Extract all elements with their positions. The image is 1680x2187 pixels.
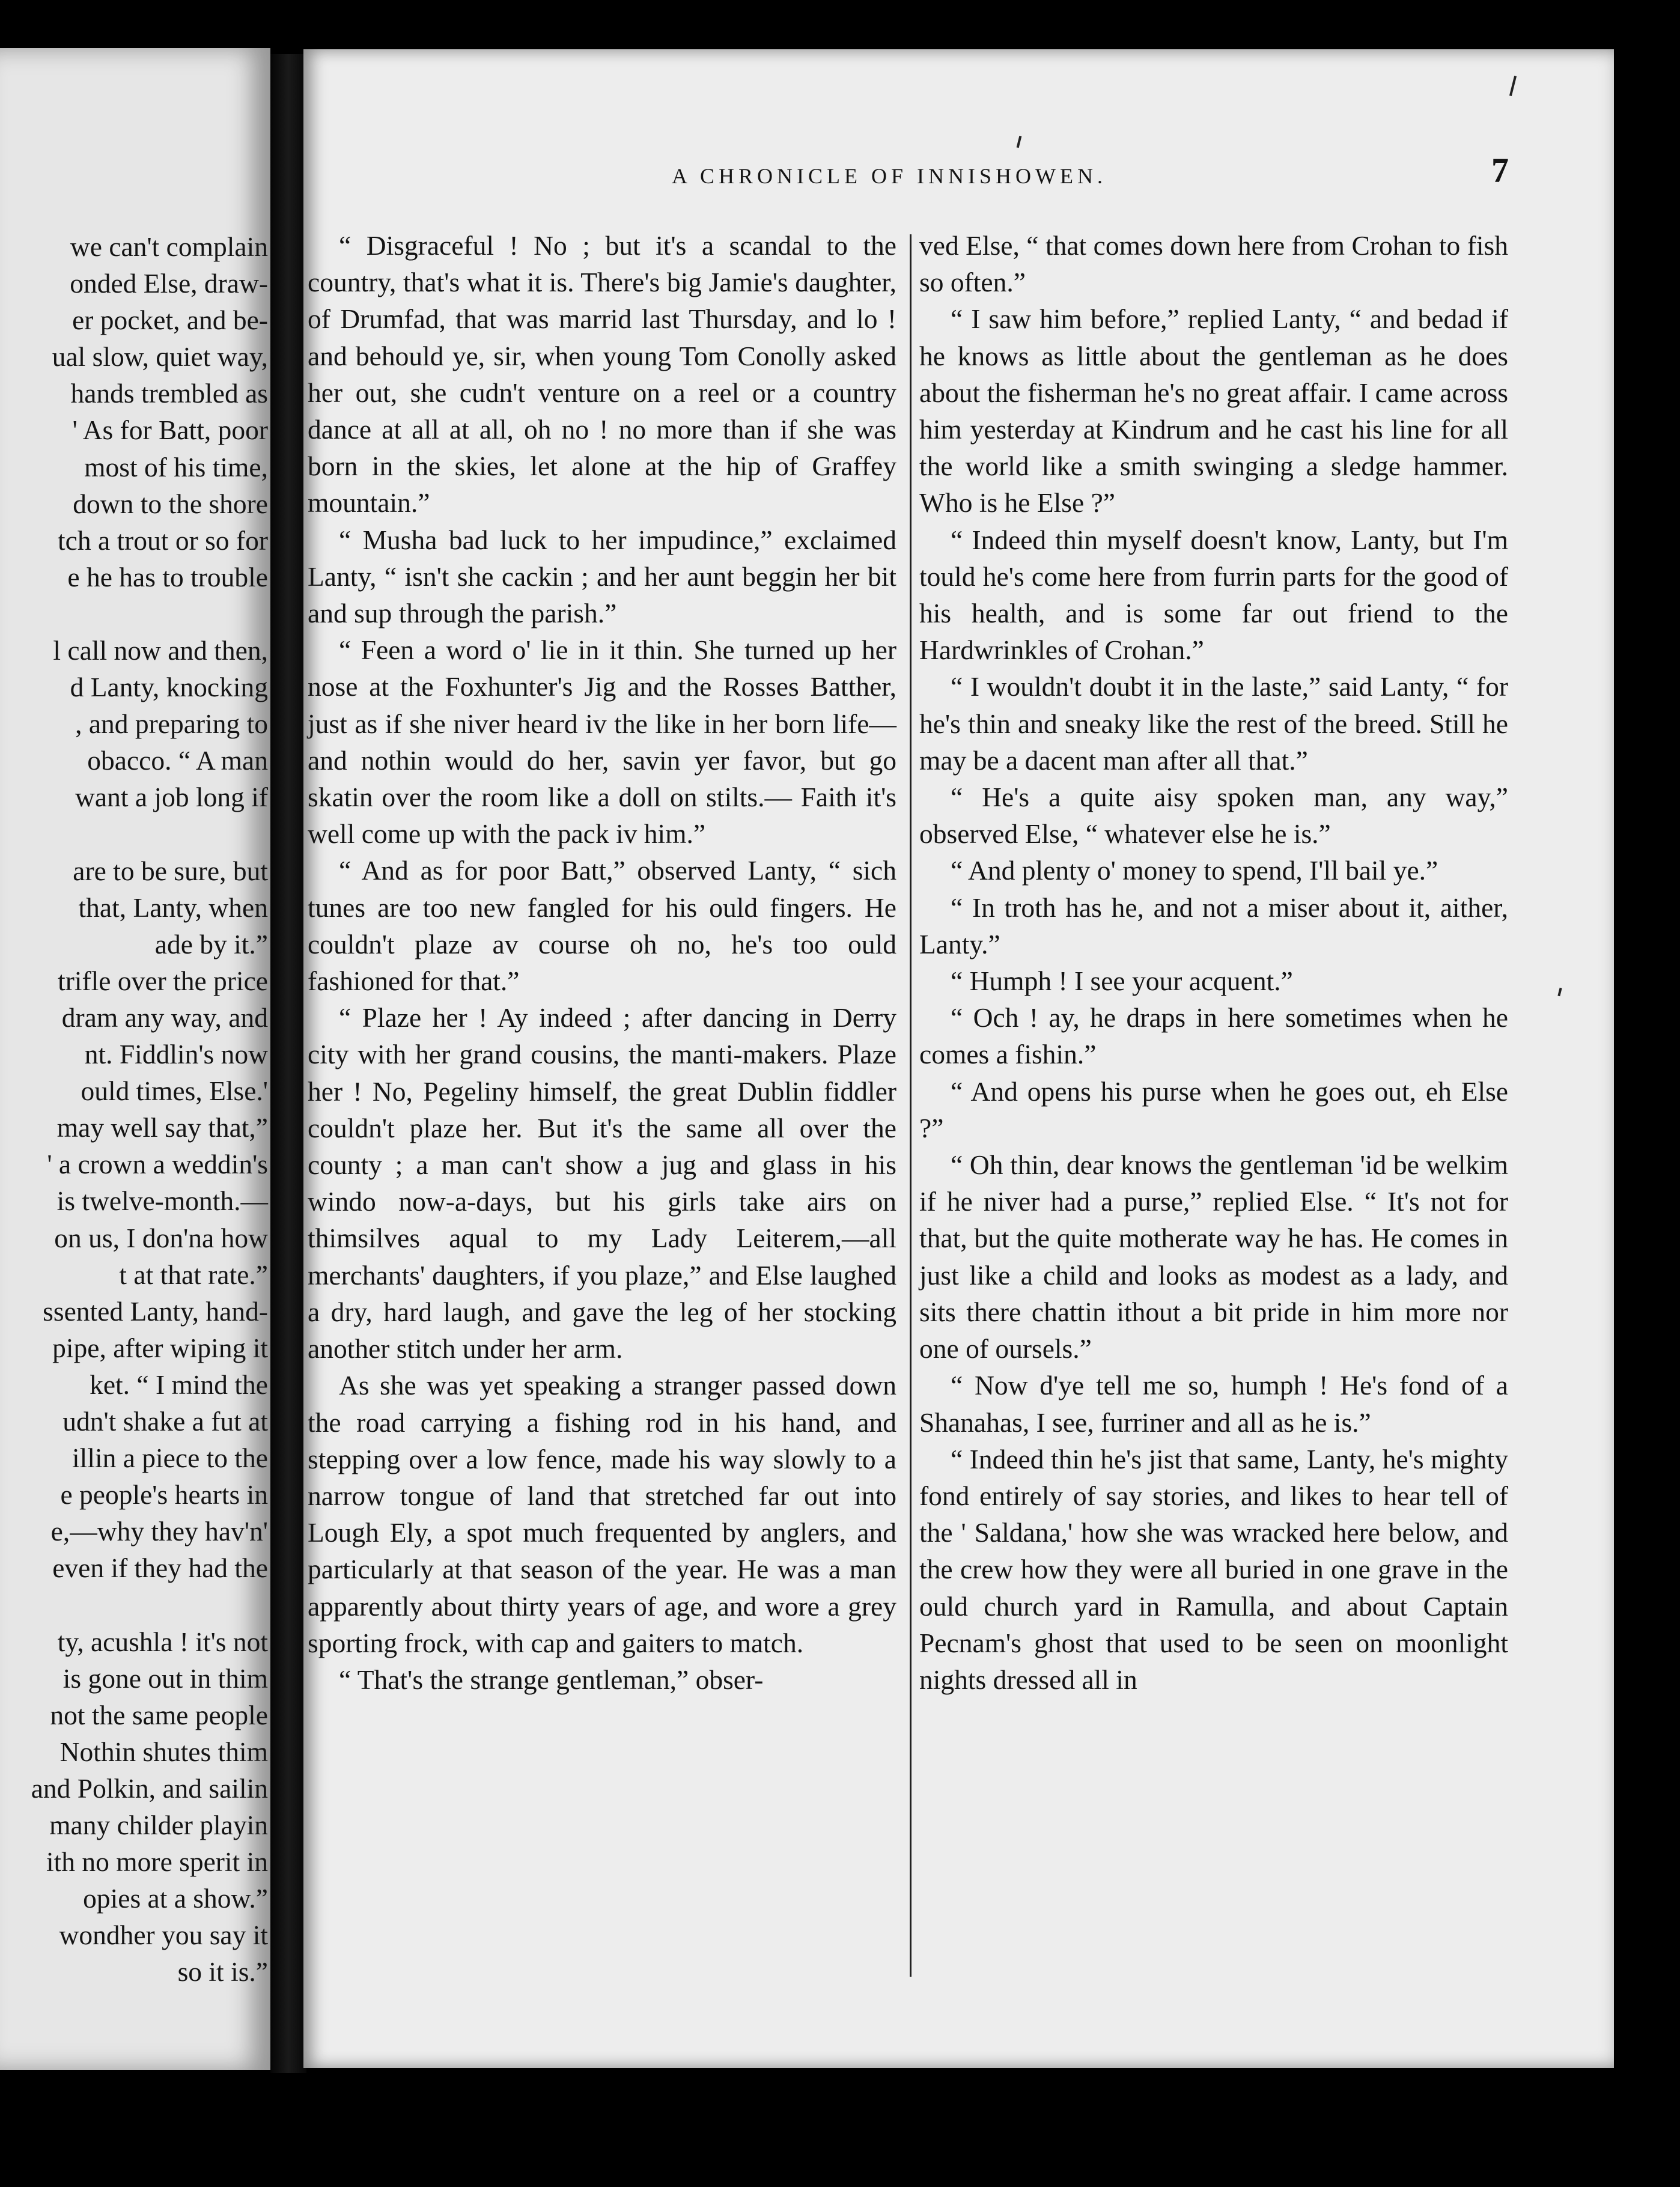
facing-page-line: we can't complain: [70, 231, 268, 262]
text-column-left: [308, 227, 896, 1698]
facing-page-line: ' As for Batt, poor: [72, 415, 268, 446]
facing-page-line: er pocket, and be-: [72, 305, 268, 336]
facing-page-line: [0, 816, 270, 853]
facing-page-line: nt. Fiddlin's now: [84, 1039, 268, 1070]
paragraph: “ And as for poor Batt,” observed Lanty, “ sich tunes are too new fangled for his ould fingers. He couldn't plaze av course oh no, he's too ould fashioned for that.”: [308, 855, 896, 997]
facing-page-line: ual slow, quiet way,: [52, 341, 268, 373]
facing-page-line: is gone out in thim: [62, 1662, 268, 1694]
facing-page: [0, 48, 270, 2070]
paragraph: “ He's a quite aisy spoken man, any way,” observed Else, “ whatever else he is.”: [919, 782, 1508, 850]
facing-page-line: ' a crown a weddin's: [47, 1149, 268, 1180]
column-rule: [910, 234, 912, 1977]
facing-page-line: ket. “ I mind the: [90, 1369, 268, 1400]
paragraph: “ Musha bad luck to her impudince,” exclaimed Lanty, “ isn't she cackin ; and her aunt beggin her bit and sup through the parish.”: [308, 524, 896, 629]
facing-page-line: so it is.”: [177, 1956, 268, 1988]
paragraph: “ Disgraceful ! No ; but it's a scandal to the country, that's what it is. There's big Jamie's daughter, of Drumfad, that was marrid last Thursday, and lo ! and behould ye, sir, when young Tom Conolly asked her out, she cudn't venture on a reel or a country dance at all at all, oh no ! no more than if she was born in the skies, let alone at the hip of Graffey mountain.”: [308, 230, 896, 519]
paragraph: “ I saw him before,” replied Lanty, “ and bedad if he knows as little about the gentleman as he does about the fisherman he's no great affair. I came across him yesterday at Kindrum and he cast his line for all the world like a smith swinging a sledge hammer. Who is he Else ?”: [919, 303, 1508, 519]
running-head: A CHRONICLE OF INNISHOWEN.: [672, 164, 1107, 188]
facing-page-line: dram any way, and: [61, 1002, 268, 1033]
facing-page-line: d Lanty, knocking: [70, 672, 268, 703]
facing-page-line: ould times, Else.': [81, 1075, 268, 1107]
facing-page-line: l call now and then,: [53, 635, 268, 666]
paragraph: “ Indeed thin he's jist that same, Lanty, he's mighty fond entirely of say stories, and likes to hear tell of the ' Saldana,' how she was wracked here below, and the crew how they were all buried in one grave in the ould church yard in Ramulla, and about Captain Pecnam's ghost that used to be seen on moonlight nights dressed all in: [919, 1443, 1508, 1695]
facing-page-line: trifle over the price: [58, 965, 268, 996]
facing-page-line: ty, acushla ! it's not: [57, 1626, 268, 1657]
facing-page-line: hands trembled as: [70, 378, 268, 409]
facing-page-line: , and preparing to: [75, 708, 268, 740]
facing-page-line: illin a piece to the: [72, 1443, 268, 1474]
paragraph: “ Humph ! I see your acquent.”: [951, 966, 1293, 997]
facing-page-line: on us, I don'na how: [54, 1222, 268, 1253]
paragraph-continuation: ved Else, “ that comes down here from Crohan to fish so often.”: [919, 230, 1508, 298]
facing-page-line: want a job long if: [75, 782, 268, 813]
paragraph: “ I wouldn't doubt it in the laste,” said Lanty, “ for he's thin and sneaky like the rest of the breed. Still he may be a dacent man after all that.”: [919, 671, 1508, 776]
facing-page-line: ith no more sperit in: [46, 1846, 268, 1878]
facing-page-line: ssented Lanty, hand-: [43, 1295, 268, 1327]
facing-page-line: udn't shake a fut at: [62, 1406, 268, 1437]
facing-page-line: e he has to trouble: [67, 561, 268, 592]
facing-page-line: even if they had the: [52, 1553, 268, 1584]
facing-page-line: not the same people: [50, 1699, 268, 1730]
facing-page-line: [0, 1586, 270, 1623]
paragraph: “ Feen a word o' lie in it thin. She turned up her nose at the Foxhunter's Jig and the Rosses Batther, just as if she niver heard iv the like in her born life—and nothin would do her, savin yer favor, but go skatin over the room like a doll on stilts.— Faith it's well come up with the pack iv him.”: [308, 634, 896, 850]
facing-page-line: are to be sure, but: [73, 855, 268, 886]
page-number: 7: [1491, 151, 1509, 190]
paragraph: As she was yet speaking a stranger passed down the road carrying a fishing rod in his hand, and stepping over a low fence, made his way slowly to a narrow tongue of land that stretched far out into Lough Ely, a spot much frequented by anglers, and particularly at that season of the year. He was a man apparently about thirty years of age, and wore a grey sporting frock, with cap and gaiters to match.: [308, 1370, 896, 1658]
facing-page-line: Nothin shutes thim: [59, 1736, 268, 1767]
paragraph: “ Och ! ay, he draps in here sometimes when he comes a fishin.”: [919, 1002, 1508, 1070]
facing-page-text: [0, 228, 270, 1991]
facing-page-line: many childer playin: [49, 1810, 268, 1841]
facing-page-line: onded Else, draw-: [70, 268, 268, 299]
facing-page-line: ade by it.”: [154, 928, 268, 960]
facing-page-line: most of his time,: [84, 451, 268, 482]
facing-page-line: opies at a show.”: [83, 1883, 268, 1914]
facing-page-line: may well say that,”: [56, 1112, 268, 1143]
facing-page-line: obacco. “ A man: [87, 745, 268, 776]
paragraph: “ And opens his purse when he goes out, eh Else ?”: [919, 1075, 1508, 1143]
paragraph: “ Oh thin, dear knows the gentleman 'id be welkim if he niver had a purse,” replied Else. “ It's not for that, but the quite motherate way he has. He comes in just like a child and looks as modest as a lady, and sits there chattin ithout a bit pride in him more nor one of oursels.”: [919, 1149, 1508, 1364]
facing-page-line: e,—why they hav'n': [50, 1516, 268, 1547]
paragraph: “ Plaze her ! Ay indeed ; after dancing in Derry city with her grand cousins, the manti-makers. Plaze her ! No, Pegeliny himself, the great Dublin fiddler couldn't plaze her. But it's the same all over the county ; a man can't show a jug and glass in his windo now-a-days, but his girls take airs on thimsilves aqual to my Lady Leiterem,—all merchants' daughters, if you plaze,” and Else laughed a dry, hard laugh, and gave the leg of her stocking another stitch under her arm.: [308, 1002, 896, 1364]
book-gutter: [270, 54, 306, 2073]
facing-page-line: that, Lanty, when: [78, 892, 268, 923]
facing-page-line: and Polkin, and sailin: [31, 1772, 268, 1804]
facing-page-line: tch a trout or so for: [57, 525, 268, 556]
paragraph: “ Now d'ye tell me so, humph ! He's fond of a Shanahas, I see, furriner and all as he is.”: [919, 1370, 1508, 1438]
facing-page-line: wondher you say it: [59, 1920, 268, 1951]
facing-page-line: down to the shore: [73, 488, 268, 519]
text-column-right: [919, 227, 1508, 1698]
facing-page-line: t at that rate.”: [119, 1259, 268, 1290]
paragraph: “ And plenty o' money to spend, I'll bail ye.”: [951, 855, 1438, 886]
facing-page-line: e people's hearts in: [60, 1479, 268, 1510]
paragraph: “ Indeed thin myself doesn't know, Lanty, but I'm tould he's come here from furrin parts for the good of his health, and is some far out friend to the Hardwrinkles of Crohan.”: [919, 524, 1508, 666]
paragraph: “ In troth has he, and not a miser about it, aither, Lanty.”: [919, 892, 1508, 960]
paragraph: “ That's the strange gentleman,” obser-: [339, 1664, 764, 1695]
facing-page-line: is twelve-month.—: [56, 1185, 268, 1217]
facing-page-line: pipe, after wiping it: [52, 1332, 268, 1363]
facing-page-line: [0, 595, 270, 632]
